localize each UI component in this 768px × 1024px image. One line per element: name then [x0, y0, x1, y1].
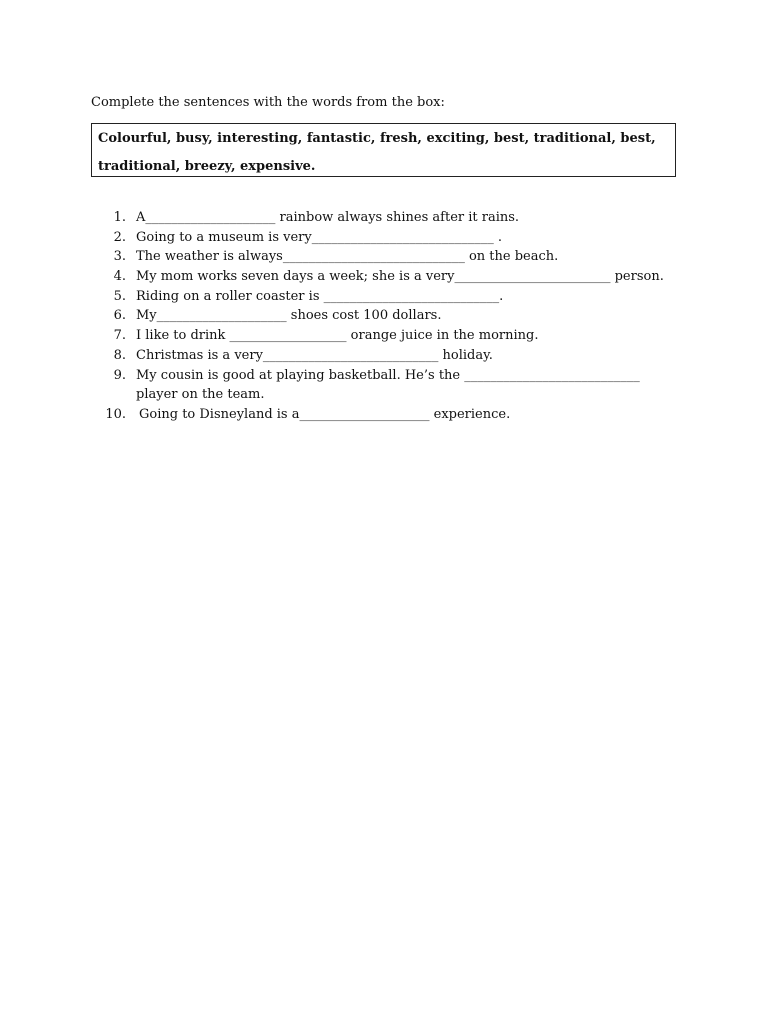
question-text: Going to Disneyland is a____________________ experience. — [139, 406, 511, 422]
question-number: 6. — [113, 308, 126, 324]
question-number: 9. — [113, 367, 126, 383]
question-number: 4. — [113, 269, 126, 285]
question-text: I like to drink __________________ orange juice in the morning. — [136, 328, 539, 344]
question-item — [0, 366, 768, 405]
question-number: 5. — [113, 288, 126, 304]
question-text: My mom works seven days a week; she is a very________________________ person. — [136, 269, 664, 285]
question-text: Christmas is a very___________________________ holiday. — [136, 347, 493, 363]
question-item — [0, 346, 768, 366]
question-item — [0, 228, 768, 248]
question-number: 8. — [113, 347, 126, 363]
question-text: Going to a museum is very____________________________ . — [136, 229, 502, 245]
question-item — [0, 287, 768, 307]
question-item — [0, 247, 768, 267]
question-item — [0, 326, 768, 346]
question-number: 3. — [113, 249, 126, 265]
question-text: My cousin is good at playing basketball. He’s the ___________________________ player on the team. — [136, 367, 640, 403]
word-bank-line-2: traditional, breezy, expensive. — [98, 159, 316, 174]
question-list — [0, 208, 768, 425]
question-number: 7. — [113, 328, 126, 344]
question-item — [0, 405, 768, 425]
question-text: The weather is always____________________________ on the beach. — [136, 249, 559, 265]
question-number: 10. — [105, 406, 126, 422]
question-item — [0, 267, 768, 287]
question-text: My____________________ shoes cost 100 dollars. — [136, 308, 442, 324]
question-item — [0, 306, 768, 326]
question-text: A____________________ rainbow always shines after it rains. — [136, 210, 520, 225]
word-bank-box — [91, 123, 676, 177]
question-number: 2. — [113, 229, 126, 245]
instruction-text: Complete the sentences with the words from the box: — [91, 95, 445, 110]
question-text: Riding on a roller coaster is ___________________________. — [136, 288, 504, 304]
question-number: 1. — [113, 210, 126, 225]
word-bank-line-1: Colourful, busy, interesting, fantastic, fresh, exciting, best, traditional, best, — [98, 131, 656, 146]
question-item — [0, 208, 768, 228]
